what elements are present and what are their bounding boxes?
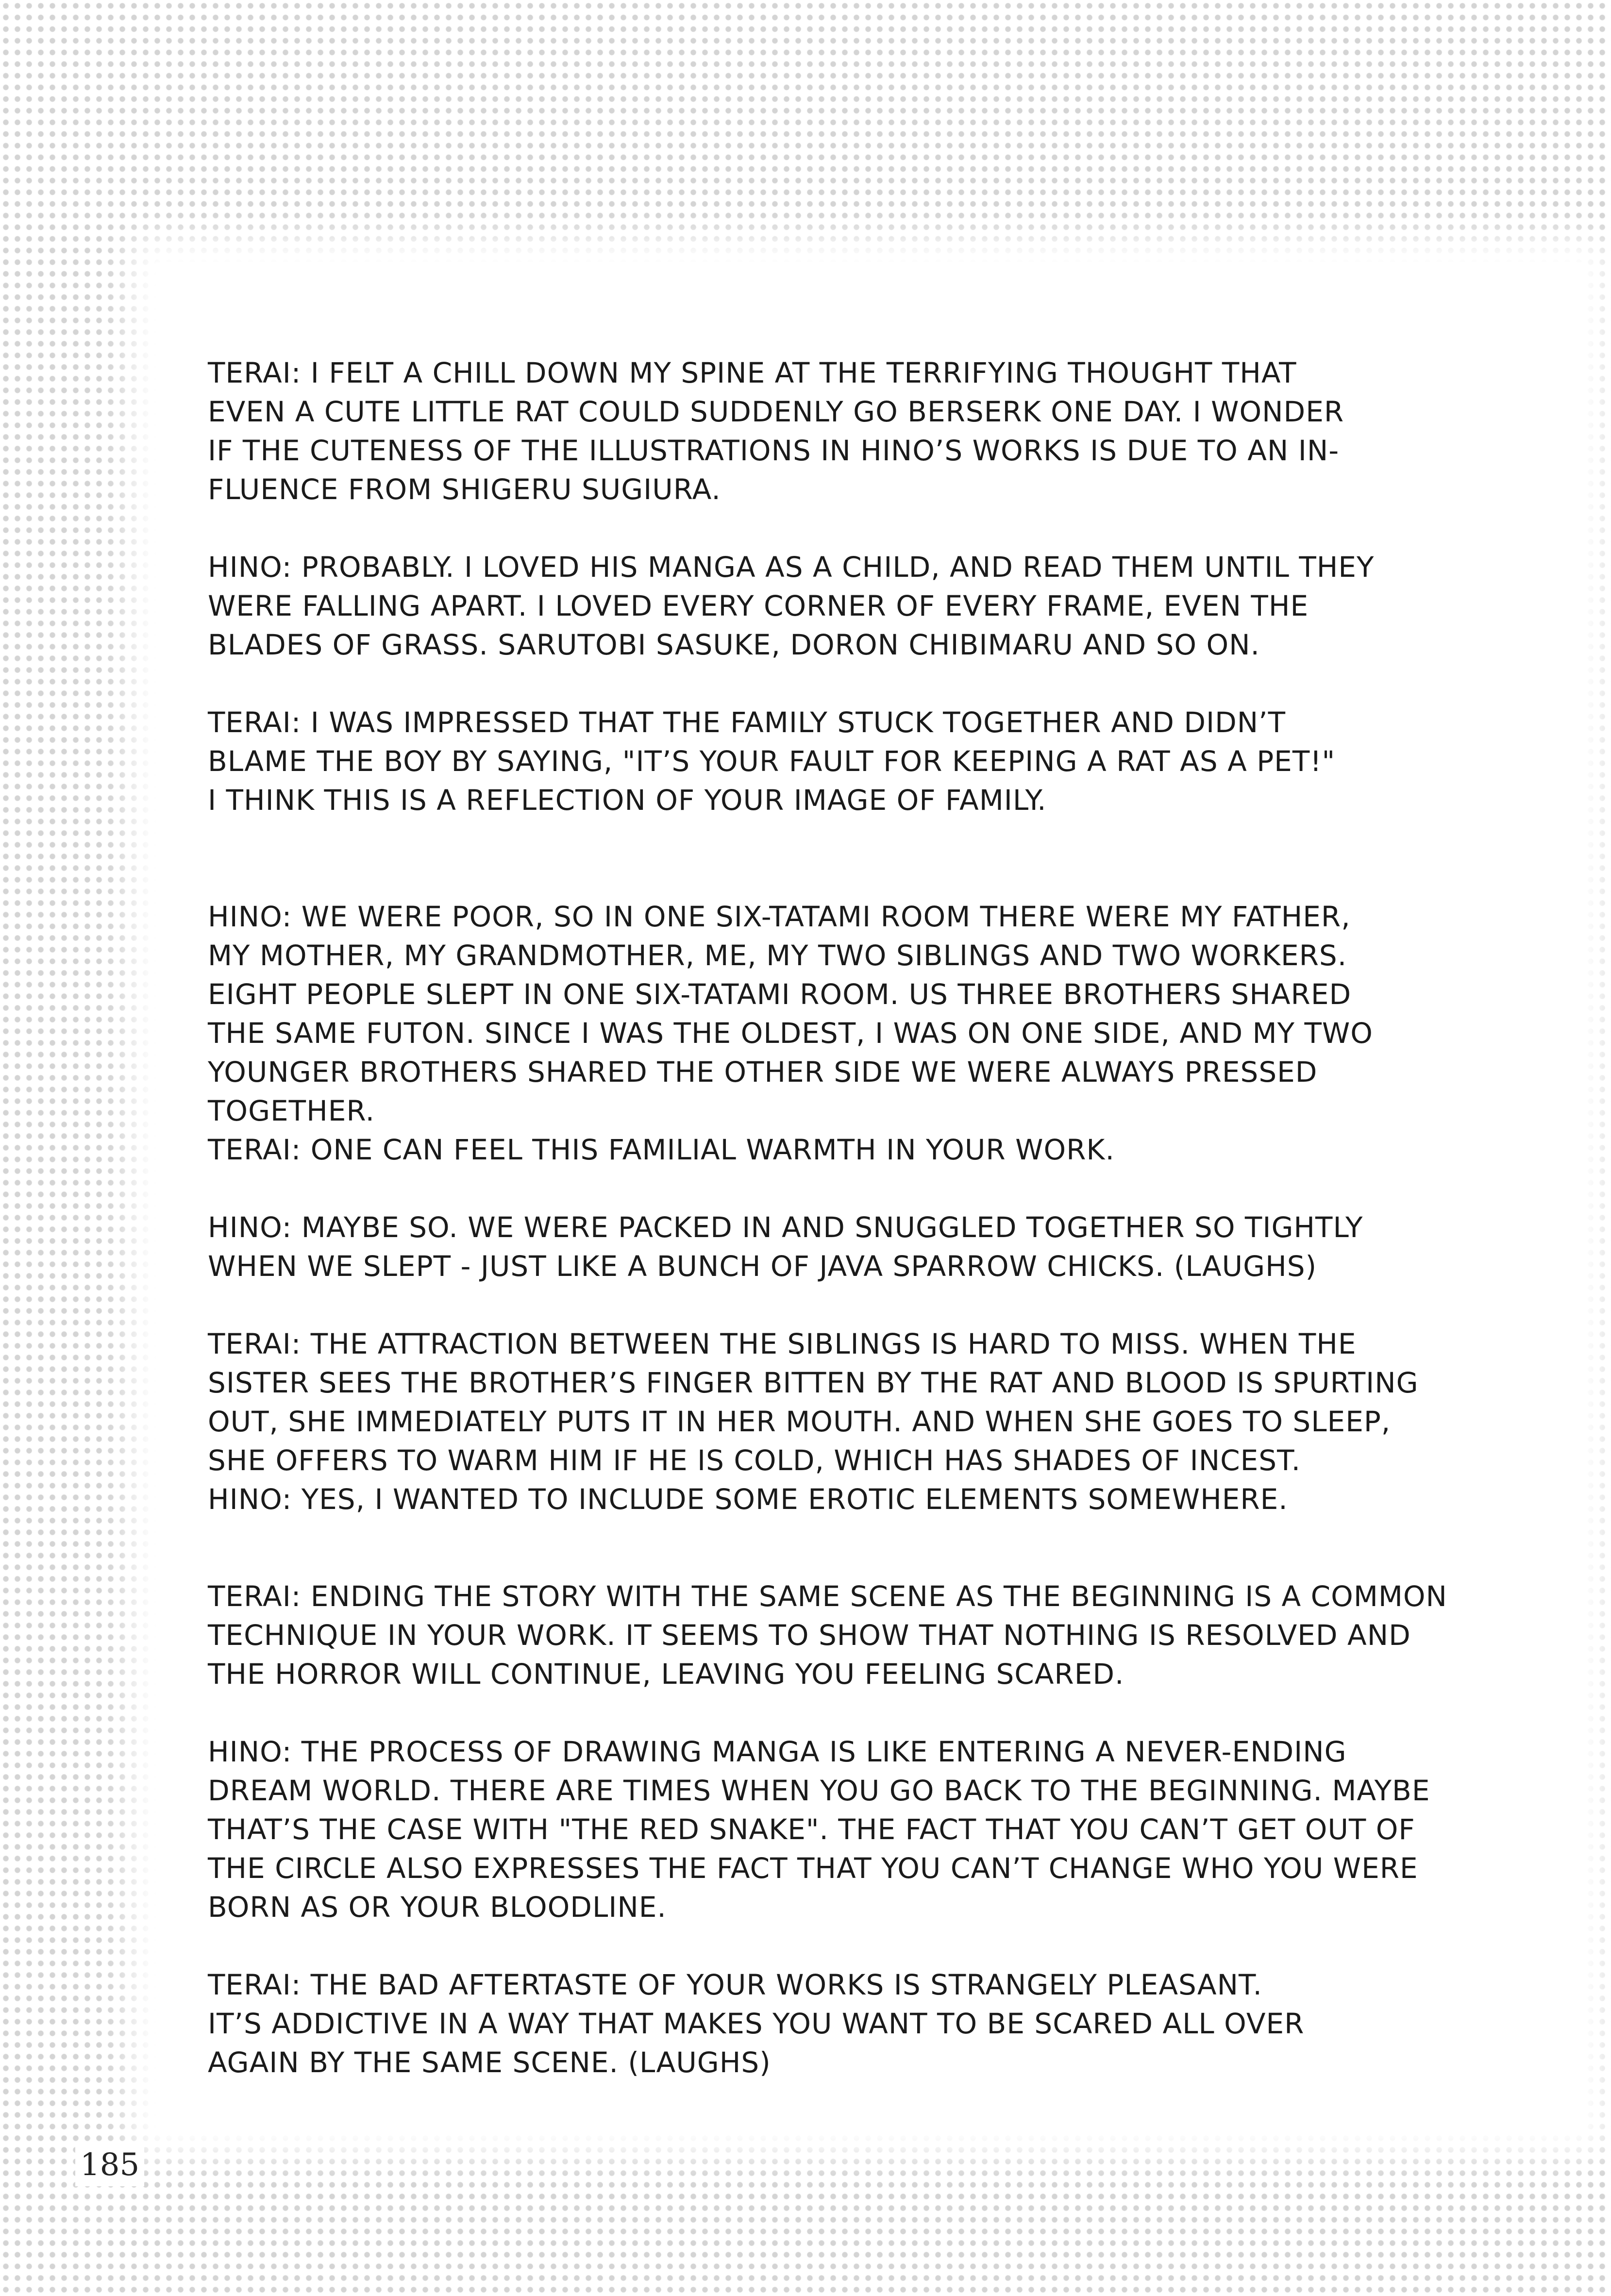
interview-paragraph: HINO: MAYBE SO. WE WERE PACKED IN AND SNUGGLED TOGETHER SO TIGHTLY WHEN WE SLEPT - JUST LIKE A BUNCH OF JAVA SPARROW CHICKS. (LAUGHS) — [208, 1211, 1363, 1283]
interview-paragraph: TERAI: THE BAD AFTERTASTE OF YOUR WORKS IS STRANGELY PLEASANT. IT’S ADDICTIVE IN A WAY THAT MAKES YOU WANT TO BE SCARED ALL OVER AGAIN BY THE SAME SCENE. (LAUGHS) — [208, 1968, 1305, 2079]
interview-paragraph: TERAI: ENDING THE STORY WITH THE SAME SCENE AS THE BEGINNING IS A COMMON TECHNIQUE IN YOUR WORK. IT SEEMS TO SHOW THAT NOTHING IS RESOLVED AND THE HORROR WILL CONTINUE, LEAVING YOU FEELING SCARED. — [208, 1580, 1447, 1691]
interview-paragraph: TERAI: I WAS IMPRESSED THAT THE FAMILY STUCK TOGETHER AND DIDN’T BLAME THE BOY BY SAYING, "IT’S YOUR FAULT FOR KEEPING A RAT AS A PET!" I THINK THIS IS A REFLECTION OF YOUR IMAGE OF FAMILY. — [208, 706, 1336, 817]
interview-paragraph: HINO: YES, I WANTED TO INCLUDE SOME EROTIC ELEMENTS SOMEWHERE. — [208, 1483, 1288, 1516]
interview-paragraph: TERAI: I FELT A CHILL DOWN MY SPINE AT THE TERRIFYING THOUGHT THAT EVEN A CUTE LITTLE RAT COULD SUDDENLY GO BERSERK ONE DAY. I WONDER IF THE CUTENESS OF THE ILLUSTRATIONS IN HINO’S WORKS IS DUE TO AN IN- FLUENCE FROM SHIGERU SUGIURA. — [208, 356, 1344, 506]
page-number: 185 — [75, 2144, 144, 2186]
interview-paragraph: TERAI: THE ATTRACTION BETWEEN THE SIBLINGS IS HARD TO MISS. WHEN THE SISTER SEES THE BROTHER’S FINGER BITTEN BY THE RAT AND BLOOD IS SPURTING OUT, SHE IMMEDIATELY PUTS IT IN HER MOUTH. AND WHEN SHE GOES TO SLEEP, SHE OFFERS TO WARM HIM IF HE IS COLD, WHICH HAS SHADES OF INCEST. — [208, 1327, 1419, 1477]
interview-paragraph: HINO: THE PROCESS OF DRAWING MANGA IS LIKE ENTERING A NEVER-ENDING DREAM WORLD. THERE ARE TIMES WHEN YOU GO BACK TO THE BEGINNING. MAYBE THAT’S THE CASE WITH "THE RED SNAKE". THE FACT THAT YOU CAN’T GET OUT OF THE CIRCLE ALSO EXPRESSES THE FACT THAT YOU CAN’T CHANGE WHO YOU WERE BORN AS OR YOUR BLOODLINE. — [208, 1735, 1430, 1924]
interview-paragraph: TERAI: ONE CAN FEEL THIS FAMILIAL WARMTH IN YOUR WORK. — [208, 1133, 1115, 1166]
interview-paragraph: HINO: WE WERE POOR, SO IN ONE SIX-TATAMI ROOM THERE WERE MY FATHER, MY MOTHER, MY GRANDMOTHER, ME, MY TWO SIBLINGS AND TWO WORKERS. EIGHT PEOPLE SLEPT IN ONE SIX-TATAMI ROOM. US THREE BROTHERS SHARED THE SAME FUTON. SINCE I WAS THE OLDEST, I WAS ON ONE SIDE, AND MY TWO YOUNGER BROTHERS SHARED THE OTHER SIDE WE WERE ALWAYS PRESSED TOGETHER. — [208, 900, 1373, 1127]
interview-paragraph: HINO: PROBABLY. I LOVED HIS MANGA AS A CHILD, AND READ THEM UNTIL THEY WERE FALLING APART. I LOVED EVERY CORNER OF EVERY FRAME, EVEN THE BLADES OF GRASS. SARUTOBI SASUKE, DORON CHIBIMARU AND SO ON. — [208, 551, 1375, 661]
